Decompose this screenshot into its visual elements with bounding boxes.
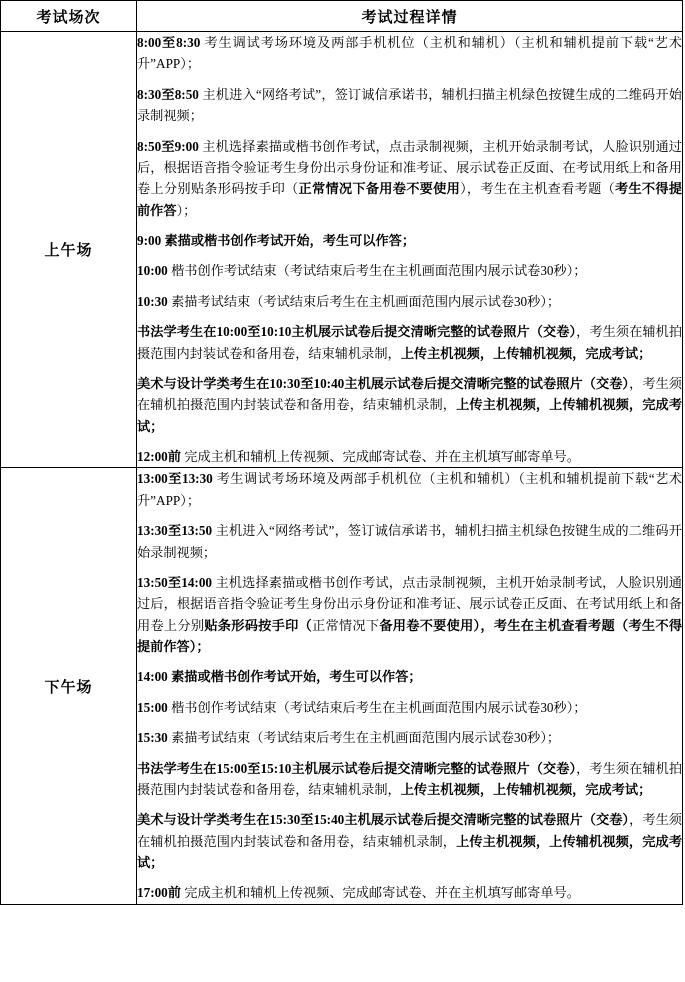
detail-text-run: 备用卷不要使用），考生在主机查看考题（考生不得提前作答）； [137,617,683,654]
session-details-morning [137,32,683,468]
detail-text-run: 15:30 [137,730,168,746]
detail-text-run: 贴条形码按手印（ [204,617,312,633]
column-header-session: 考试场次 [1,1,137,32]
detail-paragraph [137,230,682,251]
detail-text-run: 14:00 素描或楷书创作考试开始，考生可以作答； [137,669,422,685]
detail-text-run: 10:00 [137,263,168,279]
session-details-afternoon [137,468,683,904]
detail-text-run: ，考生须在辅机拍摄范围内封装试卷和备用卷，结束辅机录制， [137,760,683,797]
detail-paragraph [137,373,682,437]
detail-paragraph [137,727,682,748]
detail-text-run: 素描考试结束（考试结束后考生在主机画面范围内展示试卷30秒）； [167,730,561,746]
detail-text-run: 17:00前 [137,885,181,901]
table-row [1,32,683,468]
detail-text-run: 12:00前 [137,449,181,464]
detail-paragraph [137,809,682,873]
detail-paragraph [137,697,682,718]
detail-text-run: 8:00至8:30 [137,35,201,50]
detail-text-run: ，考生须在辅机拍摄范围内封装试卷和备用卷，结束辅机录制， [137,812,682,849]
detail-paragraph [137,882,682,903]
detail-text-run: 10:30 [137,293,168,309]
detail-text-run: 上传主机视频，上传辅机视频，完成考试； [400,781,652,797]
detail-text-run: 主机展示试卷后提交清晰完整的试卷照片（交卷） [291,760,577,776]
detail-text-run: 完成主机和辅机上传视频、完成邮寄试卷、并在主机填写邮寄单号。 [180,449,580,464]
detail-text-run: ）； [176,202,197,218]
detail-paragraph [137,291,682,312]
detail-text-run: 主机进入“网络考试”，签订诚信承诺书，辅机扫描主机绿色按键生成的二维码开始录制视频； [137,86,682,124]
column-header-details: 考试过程详情 [137,1,683,32]
detail-paragraph [137,260,682,281]
detail-paragraph [137,321,682,364]
detail-paragraph [137,758,682,801]
detail-text-run: 美术与设计学类考生在15:30至15:40主机展示试卷后提交清晰完整的试卷照片（交卷） [137,812,630,828]
detail-text-run: 完成主机和辅机上传视频、完成邮寄试卷、并在主机填写邮寄单号。 [180,885,580,901]
detail-text-run: 13:00至13:30 [137,471,213,487]
detail-paragraph [137,136,682,222]
detail-text-run: 书法学考生在 [137,324,217,340]
table-body [1,32,683,905]
session-label-afternoon: 下午场 [1,468,137,904]
detail-text-run: 主机选择素描或楷书创作考试，点击录制视频，主机开始录制考试，人脸识别通过后，根据语音指令验证考生身份出示身份证和准考证、展示试卷正反面、在考试用纸上和备用卷上分别 [137,574,682,633]
detail-text-run: 9:00 素描或楷书创作考试开始，考生可以作答； [137,233,416,248]
detail-text-run: ，考生须在辅机拍摄范围内封装试卷和备用卷，结束辅机录制， [137,324,683,361]
detail-text-run: 主机展示试卷后提交清晰完整的试卷照片（交卷） [291,324,577,340]
detail-text-run: 素描考试结束（考试结束后考生在主机画面范围内展示试卷30秒）； [167,293,561,309]
detail-paragraph [137,520,682,563]
table-header-row [1,1,683,32]
detail-text-run: 美术与设计学类考生在10:30至10:40主机展示试卷后提交清晰完整的试卷照片（交卷） [137,375,630,391]
detail-text-run: 13:30至13:50 [137,523,213,539]
detail-text-run: 15:00 [137,699,168,715]
detail-text-run: 正常情况下备用卷不要使用 [298,181,461,197]
detail-text-run: 8:30至8:50 [137,86,199,102]
detail-text-run: 考生调试考场环境及两部手机机位（主机和辅机）（主机和辅机提前下载“艺术升”APP）； [137,471,682,508]
detail-paragraph [137,32,682,75]
detail-text-run: 10:00至10:10 [216,324,292,340]
detail-text-run: 楷书创作考试结束（考试结束后考生在主机画面范围内展示试卷30秒）； [167,699,587,715]
detail-text-run: 考生不得提前作答 [137,181,683,218]
detail-text-run: 15:00至15:10 [216,760,292,776]
detail-text-run: 上传主机视频，上传辅机视频，完成考试； [137,397,683,434]
detail-text-run: ），考生在主机查看考题（ [460,181,615,197]
detail-text-run: 书法学考生在 [137,760,217,776]
detail-paragraph [137,666,682,687]
detail-text-run: 主机选择素描或楷书创作考试，点击录制视频，主机开始录制考试，人脸识别通过后，根据语音指令验证考生身份出示身份证和准考证、展示试卷正反面、在考试用纸上和备用卷上分别贴条形码按手印（ [137,138,682,197]
session-label-morning: 上午场 [1,32,137,468]
detail-paragraph [137,572,682,658]
detail-text-run: 上传主机视频，上传辅机视频，完成考试； [400,345,652,361]
detail-text-run: 主机进入“网络考试”，签订诚信承诺书，辅机扫描主机绿色按键生成的二维码开始录制视频； [137,523,682,560]
detail-paragraph [137,468,682,511]
detail-text-run: 上传主机视频，上传辅机视频，完成考试； [137,833,683,870]
table-row [1,468,683,904]
detail-text-run: 8:50至9:00 [137,138,199,154]
detail-paragraph [137,446,682,467]
detail-text-run: 正常情况下 [312,617,380,633]
detail-paragraph [137,84,682,127]
detail-text-run: 13:50至14:00 [137,574,213,590]
detail-text-run: 楷书创作考试结束（考试结束后考生在主机画面范围内展示试卷30秒）； [167,263,587,279]
detail-text-run: ，考生须在辅机拍摄范围内封装试卷和备用卷，结束辅机录制， [137,375,682,413]
detail-text-run: 考生调试考场环境及两部手机机位（主机和辅机）（主机和辅机提前下载“艺术升”APP）； [137,35,682,72]
